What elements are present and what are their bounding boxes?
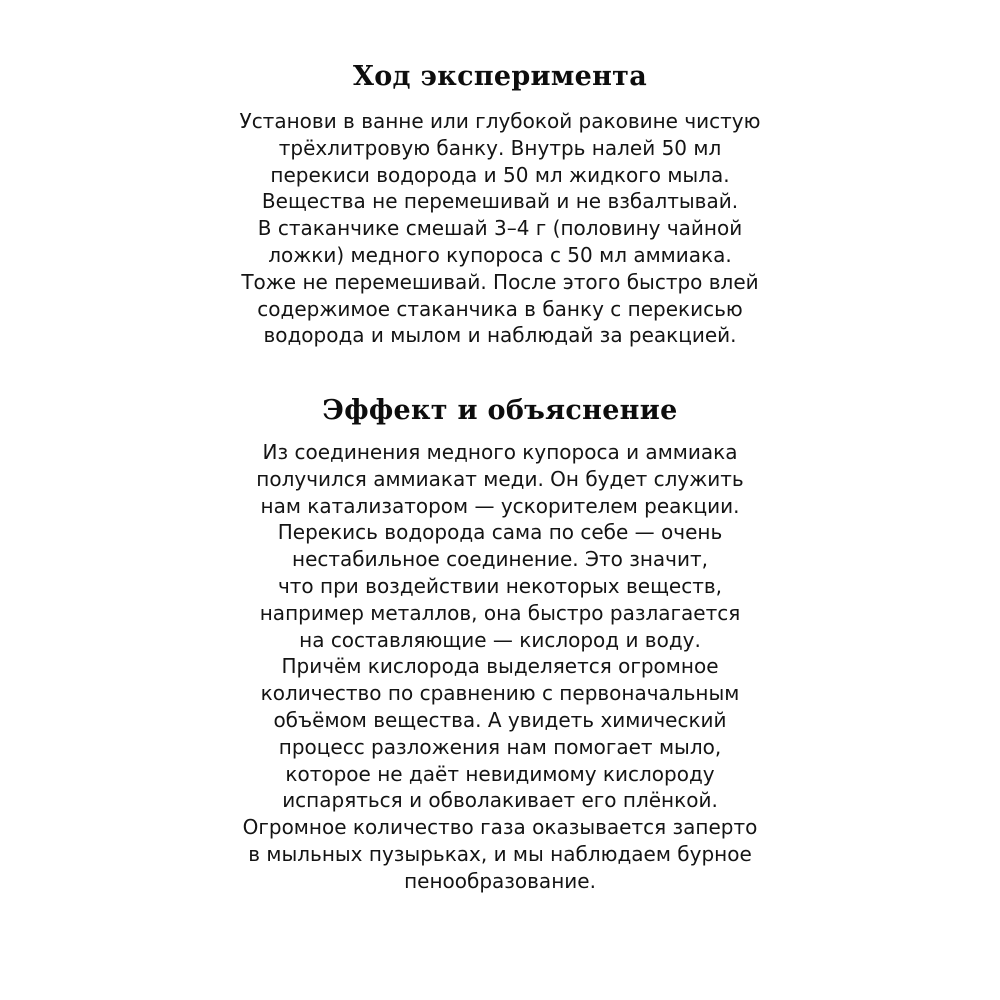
text-line: получился аммиакат меди. Он будет служить: [256, 466, 744, 491]
text-line: В стаканчике смешай 3–4 г (половину чайной: [257, 216, 743, 241]
text-line: которое не даёт невидимому кислороду: [285, 761, 715, 786]
text-line: например металлов, она быстро разлагается: [259, 600, 741, 625]
explanation-paragraph: [0, 439, 1000, 895]
text-line: количество по сравнению с первоначальным: [260, 681, 740, 706]
text-line: что при воздействии некоторых веществ,: [277, 573, 723, 598]
experiment-paragraph: [0, 108, 1000, 349]
text-line: Причём кислорода выделяется огромное: [281, 654, 719, 679]
text-line: объёмом вещества. А увидеть химический: [273, 707, 727, 732]
text-line: Огромное количество газа оказывается заперто: [242, 815, 758, 840]
text-line: в мыльных пузырьках, и мы наблюдаем бурное: [248, 841, 752, 866]
text-line: Тоже не перемешивай. После этого быстро влей: [241, 269, 759, 294]
text-line: на составляющие — кислород и воду.: [299, 627, 701, 652]
section-title-experiment: Ход эксперимента: [353, 61, 647, 92]
text-line: водорода и мылом и наблюдай за реакцией.: [263, 323, 737, 348]
text-line: пенообразование.: [404, 868, 596, 893]
text-line: Установи в ванне или глубокой раковине чистую: [239, 109, 761, 133]
text-line: испаряться и обволакивает его плёнкой.: [282, 788, 718, 813]
text-line: перекиси водорода и 50 мл жидкого мыла.: [270, 162, 730, 187]
text-line: Вещества не перемешивай и не взбалтывай.: [261, 189, 739, 214]
text-line: нестабильное соединение. Это значит,: [292, 547, 708, 572]
text-line: содержимое стаканчика в банку с перекисью: [257, 296, 743, 321]
text-line: ложки) медного купороса с 50 мл аммиака.: [268, 242, 732, 267]
section-title-effect-explanation: Эффект и объяснение: [322, 395, 678, 426]
text-line: Из соединения медного купороса и аммиака: [262, 440, 738, 464]
text-line: трёхлитровую банку. Внутрь налей 50 мл: [278, 135, 722, 160]
text-line: Перекись водорода сама по себе — очень: [277, 520, 723, 545]
text-line: нам катализатором — ускорителем реакции.: [260, 493, 740, 518]
text-line: процесс разложения нам помогает мыло,: [278, 734, 722, 759]
